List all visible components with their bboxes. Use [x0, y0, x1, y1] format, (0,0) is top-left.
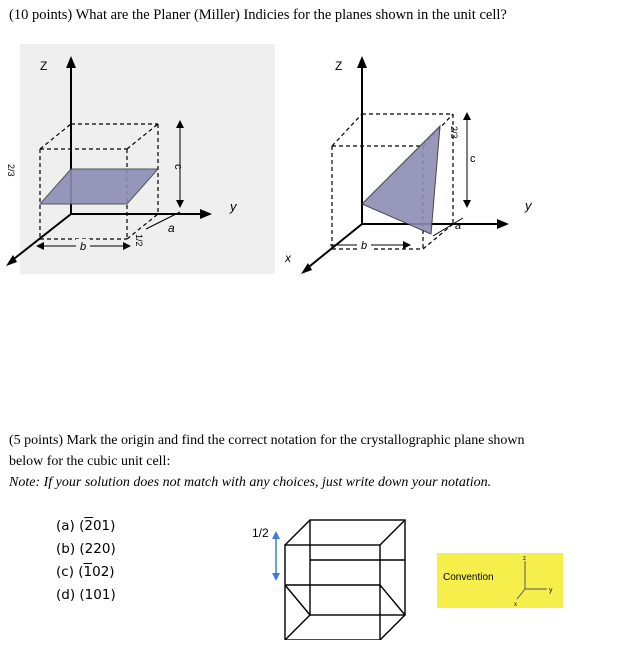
z-axis-label: Z: [40, 59, 48, 73]
question2-text: [9, 430, 599, 493]
question2-note: Note: If your solution does not match with any choices, just write down your notation.: [9, 475, 492, 490]
fraction-top-label: 2/3: [449, 126, 459, 139]
b-label: b: [361, 240, 368, 252]
a-label: a: [455, 220, 462, 232]
question2-line2: below for the cubic unit cell:: [9, 454, 171, 469]
choice-c[interactable]: (c) (102): [56, 564, 115, 580]
miller-plane-right: [362, 126, 440, 234]
choice-a[interactable]: (a) (201): [56, 518, 116, 534]
down-arrow-icon: [272, 573, 280, 581]
y-axis-label: y: [230, 199, 237, 214]
convention-box: [437, 553, 563, 608]
choice-d[interactable]: (d) (101): [56, 587, 116, 603]
convention-z-label: z: [523, 556, 526, 562]
c-label: c: [172, 164, 184, 170]
answer-choices: [56, 515, 116, 607]
up-arrow-icon: [272, 531, 280, 539]
convention-label: Convention: [443, 572, 494, 583]
question2-line1: (5 points) Mark the origin and find the correct notation for the crystallographic plane shown: [9, 433, 525, 448]
y-axis-label: y: [525, 198, 532, 213]
unit-cell-figure-right: [285, 44, 565, 279]
fraction-a-label: 1/2: [134, 234, 144, 247]
c-label: c: [470, 153, 476, 165]
x-axis-label: x: [285, 251, 291, 265]
a-label: a: [168, 221, 175, 235]
convention-x-label: x: [514, 602, 517, 608]
z-arrow-icon: [357, 56, 367, 68]
z-axis-label: Z: [335, 59, 343, 73]
b-label: b: [80, 241, 87, 253]
choice-b[interactable]: (b) (220): [56, 541, 116, 557]
question1-title: (10 points) What are the Planer (Miller) Indicies for the planes shown in the unit cell?: [9, 7, 507, 23]
cubic-unit-cell-figure: [250, 515, 410, 640]
convention-y-label: y: [549, 587, 553, 594]
y-arrow-icon: [497, 219, 509, 229]
half-label: 1/2: [252, 526, 269, 540]
unit-cell-figure-left: [0, 44, 290, 279]
fraction-z-label: 2/3: [6, 164, 16, 177]
